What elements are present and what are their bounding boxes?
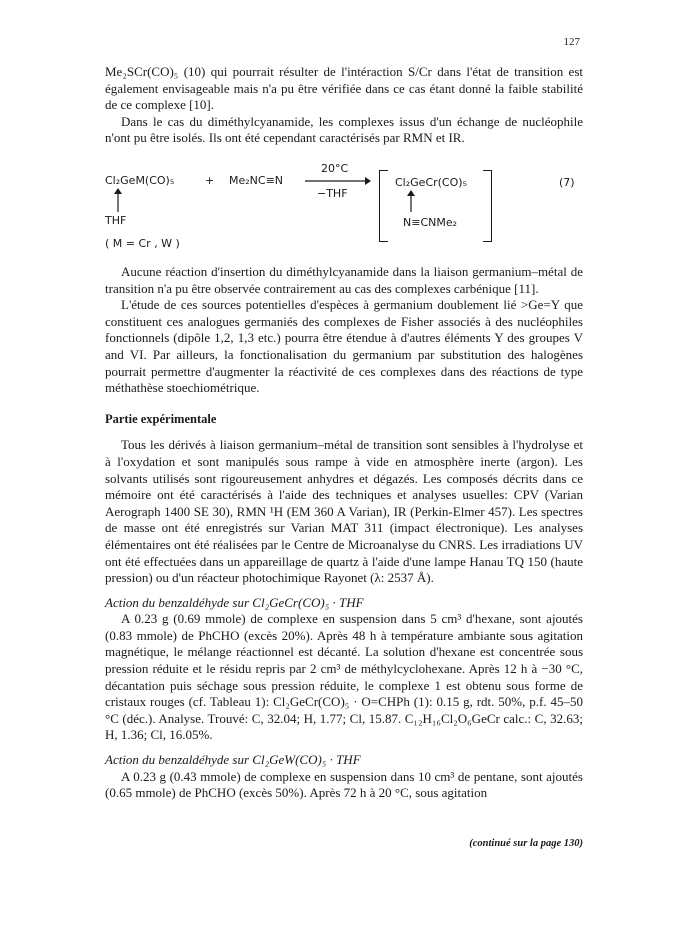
subheading-chromium: Action du benzaldéhyde sur Cl₂GeCr(CO)₅ · THF — [105, 594, 364, 610]
coordination-arrow-2 — [406, 190, 416, 212]
bracket-right — [483, 170, 492, 242]
section-heading: Partie expérimentale — [105, 411, 217, 426]
product-bottom: N≡CNMe₂ — [403, 216, 458, 229]
page-number: 127 — [563, 36, 580, 48]
paragraph-tungsten-procedure: A 0.23 g (0.43 mmole) de complexe en suspension dans 10 cm³ de pentane, sont ajoutés (0.65 mmole) de PhCHO (excès 50%). Après 72 h à 20 °C, sous agitation — [105, 768, 583, 801]
continued-note: (continué sur la page 130) — [469, 838, 583, 849]
reaction-arrow — [305, 176, 371, 186]
conditions-top: 20°C — [321, 162, 349, 175]
paragraph-no-insertion: Aucune réaction d'insertion du diméthylcyanamide dans la liaison germanium–métal de transition n'a pu être observée contrairement au cas des complexes carbénique [11]. — [105, 264, 583, 296]
reaction-scheme-7 — [105, 162, 583, 254]
paragraph-dimethylcyanamide: Dans le cas du diméthylcyanamide, les complexes issus d'un échange de nucléophile n'ont pu être isolés. Ils ont été cependant caractérisés par RMN et IR. — [105, 113, 583, 146]
product-top: Cl₂GeCr(CO)₅ — [395, 176, 467, 189]
subheading-tungsten: Action du benzaldéhyde sur Cl₂GeW(CO)₅ · THF — [105, 752, 361, 768]
paragraph-methods: Tous les dérivés à liaison germanium–métal de transition sont sensibles à l'hydrolyse et à l'oxydation et sont manipulés sous rampe à vide en atmosphère inerte (argon). Les solvants utilisés sont rigoureusement anhydres et dégazés. Les composés décrits dans ce mémoire ont été caractérisés à l'aide des techniques et analyses usuelles: CPV (Varian Aerograph 1400 SE 30), RMN ¹H (EM 360 A Varian), IR (Perkin-Elmer 457). Les spectres de masse ont été enregistrés sur Varian MAT 311 (impact électronique). Les analyses élémentaires ont été réalisées par le Centre de Microanalyse du CNRS. Les irradiations UV ont été effectuées dans un appareillage de quartz à l'aide d'une lampe Hanau TQ 150 (haute pression) ou d'un réacteur photochimique Rayonet (λ: 2537 Å). — [105, 437, 583, 586]
intro-paragraph — [105, 64, 583, 147]
equation-number: (7) — [559, 176, 575, 189]
paragraph-perspectives: L'étude de ces sources potentielles d'espèces à germanium doublement lié >Ge=Y que constituent ces analogues germaniés des complexes de Fisher associés à des nucléophiles fonctionnels (dipôle 1,2, 1,3 etc.) pourra être étendue à d'autres éléments Y des groupes V and VI. Par ailleurs, la fonctionalisation du germanium par substitution des halogènes pourrait permettre d'augmenter la réactivité de ces complexes dans des réactions de type méthathèse stoechiométrique. — [105, 297, 583, 396]
bracket-left — [379, 170, 388, 242]
paragraph-chromium-procedure: A 0.23 g (0.69 mmole) de complexe en suspension dans 5 cm³ d'hexane, sont ajoutés (0.83 mmole) de PhCHO (excès 20%). Après 48 h à température ambiante sous agitation magnétique, le mélange réactionnel est décanté. La solution d'hexane est concentrée sous pression réduite et le résidu repris par 2 cm³ de méthylcyclohexane. Après 12 h à −30 °C, décantation puis séchage sous pression réduite, le complexe 1 est obtenu sous forme de cristaux rouges (cf. Tableau 1): Cl₂GeCr(CO)₅ · O=CHPh (1): 0.15 g, rdt. 50%, p.f. 45–50 °C (déc.). Analyse. Trouvé: C, 32.04; H, 1.77; Cl, 15.87. C₁₂H₁₆Cl₂O₆GeCr calc.: C, 32.63; H, 1.36; Cl, 16.05%. — [105, 611, 583, 743]
reactant-2: Me₂NC≡N — [229, 174, 284, 187]
reactant-1: Cl₂GeM(CO)₅ — [105, 174, 175, 187]
ligand-thf: THF — [105, 214, 127, 227]
body-text — [105, 264, 583, 802]
metal-note: ( M = Cr , W ) — [105, 237, 180, 250]
intro-text: Me₂SCr(CO)₅ (10) qui pourrait résulter de l'intéraction S/Cr dans l'état de transition est également envisageable mais n'a pu être vérifiée dans ce cas étant donné la faible stabilité de ce complexe [10]. — [105, 64, 583, 113]
plus-sign: + — [205, 174, 215, 187]
conditions-bottom: −THF — [317, 187, 348, 200]
coordination-arrow-1 — [113, 188, 123, 212]
